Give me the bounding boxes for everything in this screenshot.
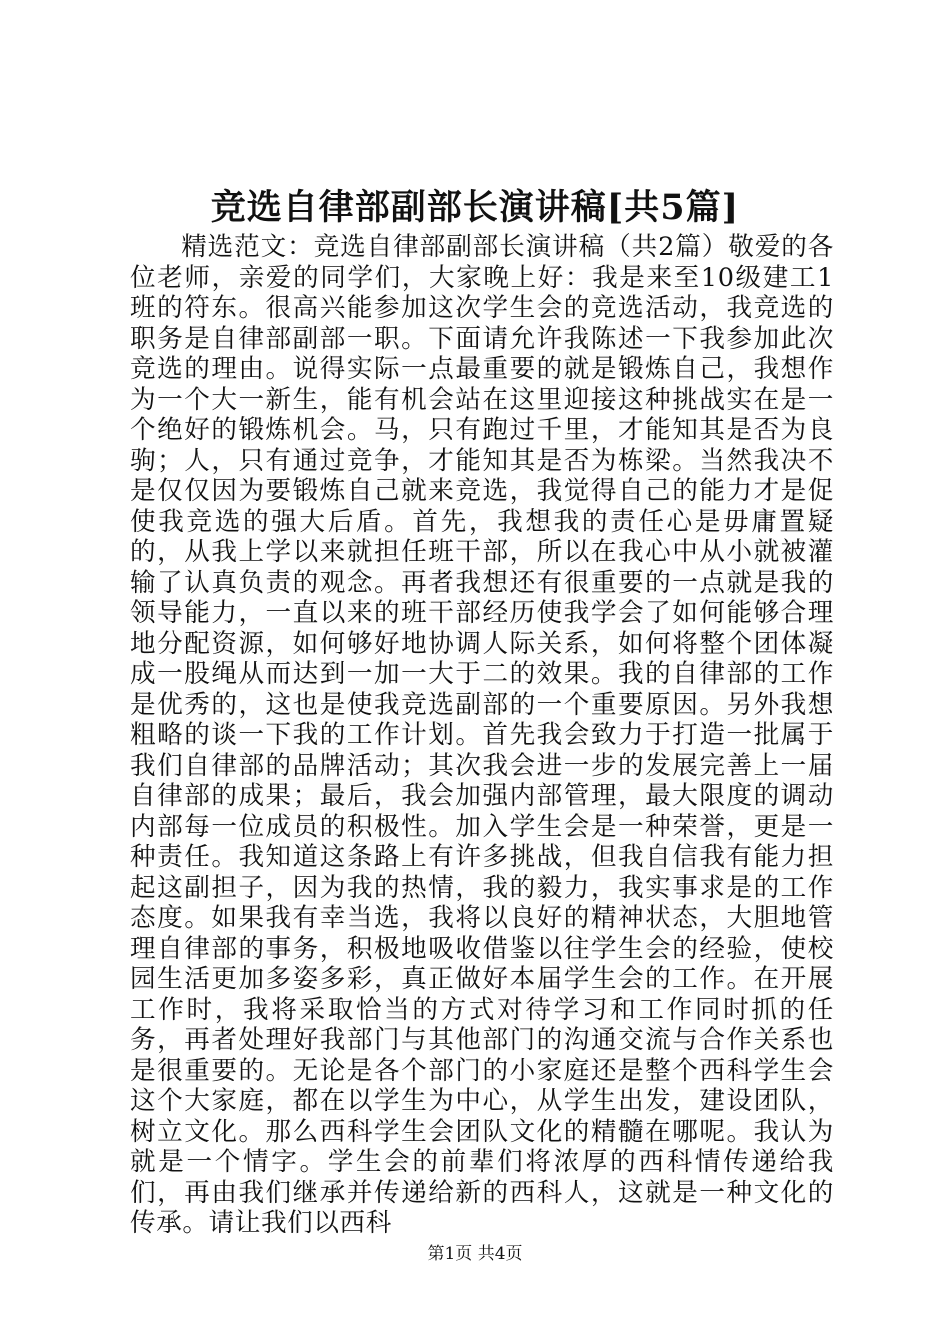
document-body: 精选范文：竞选自律部副部长演讲稿（共2篇）敬爱的各位老师，亲爱的同学们，大家晚上好：我是来至10级建工1班的符东。很高兴能参加这次学生会的竞选活动，我竞选的职务是自律部副部一职。下面请允许我陈述一下我参加此次竞选的理由。说得实际一点最重要的就是锻炼自己，我想作为一个大一新生，能有机会站在这里迎接这种挑战实在是一个绝好的锻炼机会。马，只有跑过千里，才能知其是否为良驹；人，只有通过竞争，才能知其是否为栋梁。当然我决不是仅仅因为要锻炼自己就来竞选，我觉得自己的能力才是促使我竞选的强大后盾。首先，我想我的责任心是毋庸置疑的，从我上学以来就担任班干部，所以在我心中从小就被灌输了认真负责的观念。再者我想还有很重要的一点就是我的领导能力，一直以来的班干部经历使我学会了如何能够合理地分配资源，如何够好地协调人际关系，如何将整个团体凝成一股绳从而达到一加一大于二的效果。我的自律部的工作是优秀的，这也是使我竞选副部的一个重要原因。另外我想粗略的谈一下我的工作计划。首先我会致力于打造一批属于我们自律部的品牌活动；其次我会进一步的发展完善上一届自律部的成果；最后，我会加强内部管理，最大限度的调动内部每一位成员的积极性。加入学生会是一种荣誉，更是一种责任。我知道这条路上有许多挑战，但我自信我有能力担起这副担子，因为我的热情，我的毅力，我实事求是的工作态度。如果我有幸当选，我将以良好的精神状态，大胆地管理自律部的事务，积极地吸收借鉴以往学生会的经验，使校园生活更加多姿多彩，真正做好本届学生会的工作。在开展工作时，我将采取恰当的方式对待学习和工作同时抓的任务，再者处理好我部门与其他部门的沟通交流与合作关系也是很重要的。无论是各个部门的小家庭还是整个西科学生会这个大家庭，都在以学生为中心，从学生出发，建设团队，树立文化。那么西科学生会团队文化的精髓在哪呢。我认为就是一个情字。学生会的前辈们将浓厚的西科情传递给我们，再由我们继承并传递给新的西科人，这就是一种文化的传承。请让我们以西科 — [130, 232, 834, 1238]
page-footer: 第1页 共4页 — [427, 1244, 523, 1264]
document-title: 竞选自律部副部长演讲稿[共5篇] — [210, 187, 740, 228]
